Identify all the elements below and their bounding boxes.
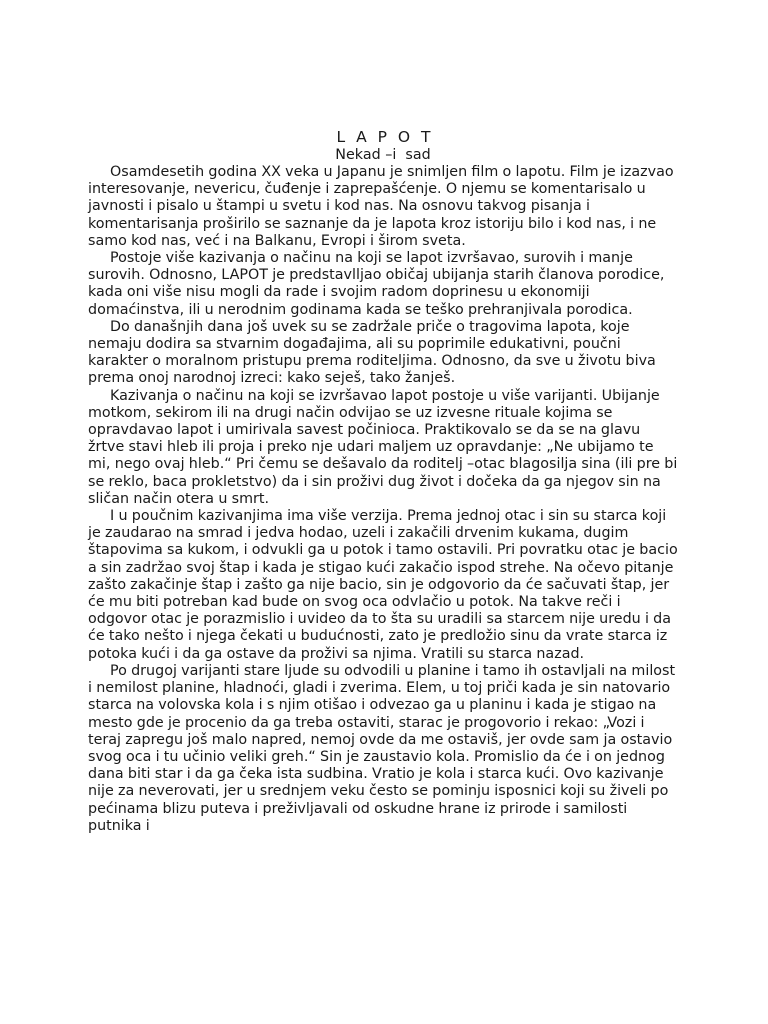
document-body [88,128,678,835]
paragraph-1: Osamdesetih godina XX veka u Japanu je snimljen film o lapotu. Film je izazvao interesovanje, nevericu, čuđenje i zaprepašćenje. O njemu se komentarisalo u javnosti i pisalo u štampi u svetu i kod nas. Na osnovu takvog pisanja i komentarisanja proširilo se saznanje da je lapota kroz istoriju bilo i kod nas, i ne samo kod nas, već i na Balkanu, Evropi i širom sveta. [88,164,674,249]
document-subtitle: Nekad –i sad [335,147,431,163]
paragraph-2: Postoje više kazivanja o načinu na koji se lapot izvršavao, surovih i manje surovih. Odnosno, LAPOT je predstavlljao običaj ubijanja starih članova porodice, kada oni više nisu mogli da rade i svojim radom doprinesu u ekonomiji domaćinstva, ili u nerodnim godinama kada se teško prehranjivala porodica. [88,250,665,318]
document-title: L A P O T [336,128,434,146]
paragraph-4: Kazivanja o načinu na koji se izvršavao lapot postoje u više varijanti. Ubijanje motkom, sekirom ili na drugi način odvijao se uz izvesne rituale kojima se opravdavao lapot i umirivala savest počinioca. Praktikovalo se da se na glavu žrtve stavi hleb ili proja i preko nje udari maljem uz opravdanje: „Ne ubijamo te mi, nego ovaj hleb.“ Pri čemu se dešavalo da roditelj –otac blagosilja sina (ili pre bi se reklo, baca prokletstvo) da i sin proživi dug život i dočeka da ga njegov sin na sličan način otera u smrt. [88,387,678,507]
paragraph-5: I u poučnim kazivanjima ima više verzija. Prema jednoj otac i sin su starca koji je zaudarao na smrad i jedva hodao, uzeli i zakačili drvenim kukama, dugim štapovima sa kukom, i odvukli ga u potok i tamo ostavili. Pri povratku otac je bacio a sin zadržao svoj štap i kada je stigao kući zakačio ispod strehe. Na očevo pitanje zašto zakačinje štap i zašto ga nije bacio, sin je odgovorio da će sačuvati štap, jer će mu biti potreban kad bude on svog oca odvlačio u potok. Na takve reči i odgovor otac je porazmislio i uvideo da to šta su uradili sa starcem nije uredu i da će tako nešto i njega čekati u budućnosti, zato je predložio sinu da vrate starca iz potoka kući i da ga ostave da proživi sa njima. Vratili su starca nazad. [88,508,678,662]
paragraph-6: Po drugoj varijanti stare ljude su odvodili u planine i tamo ih ostavljali na milost i nemilost planine, hladnoći, gladi i zverima. Elem, u toj priči kada je sin natovario starca na volovska kola i s njim otišao i odvezao ga u planinu i kada je stigao na mesto gde je procenio da ga treba ostaviti, starac je progovorio i rekao: „Vozi i teraj zapregu još malo napred, nemoj ovde da me ostaviš, jer ovde sam ja ostavio svog oca i tu učinio veliki greh.“ Sin je zaustavio kola. Promislio da će i on jednog dana biti star i da ga čeka ista sudbina. Vratio je kola i starca kući. Ovo kazivanje nije za neverovati, jer u srednjem veku često se pominju isposnici koji su živeli po pećinama blizu puteva i preživljavali od oskudne hrane iz prirode i samilosti putnika i [88,662,676,834]
paragraph-3: Do današnjih dana još uvek su se zadržale priče o tragovima lapota, koje nemaju dodira sa stvarnim događajima, ali su poprimile edukativni, poučni karakter o moralnom pristupu prema roditeljima. Odnosno, da sve u životu biva prema onoj narodnoj izreci: kako seješ, tako žanješ. [88,318,656,387]
